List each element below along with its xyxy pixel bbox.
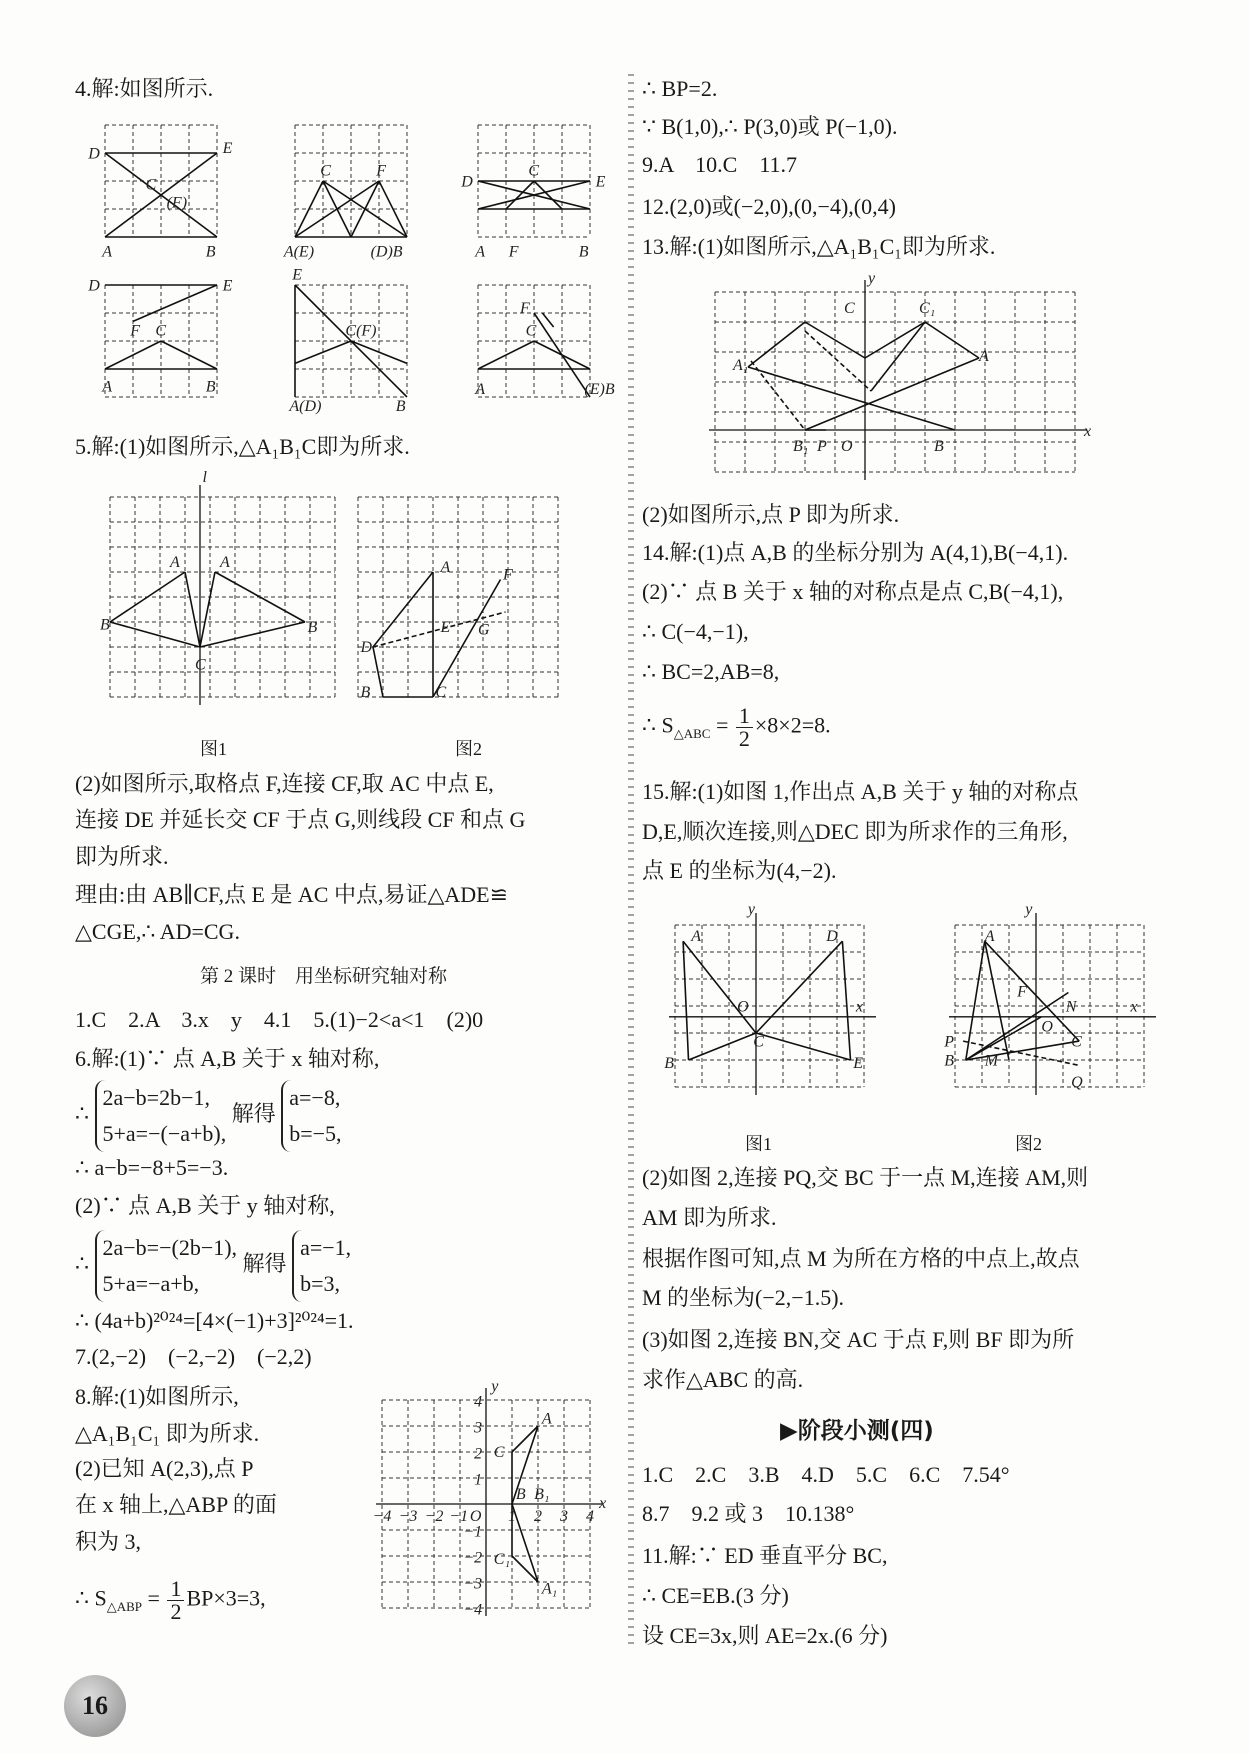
point-label: −3 (463, 1575, 483, 1593)
formula-text: = (715, 712, 729, 738)
q15-line2: D,E,顺次连接,则△DEC 即为所求作的三角形, (642, 819, 1068, 844)
point-label: O (1041, 1018, 1053, 1036)
q6-part2: (2)∵ 点 A,B 关于 y 轴对称, (75, 1193, 335, 1218)
segment (842, 941, 850, 1060)
point-label: A (440, 559, 451, 576)
q7-answer: 7.(2,−2) (−2,−2) (−2,2) (75, 1344, 312, 1369)
equation: 5+a=−(−a+b), (102, 1121, 227, 1146)
point-label: F (376, 162, 386, 180)
point-label: C (1071, 1033, 1082, 1051)
solution: b=−5, (289, 1121, 342, 1146)
formula-text: BP×3=3, (186, 1585, 266, 1611)
point-label: B (360, 684, 371, 701)
point-label: B (515, 1485, 526, 1503)
point-label: E (222, 277, 233, 295)
point-label: A(D) (289, 398, 322, 415)
point-label: −3 (398, 1507, 418, 1525)
q6-result1: ∴ a−b=−8+5=−3. (75, 1155, 229, 1180)
point-label: B (205, 378, 216, 396)
q8-area-formula (75, 1578, 266, 1623)
figure-q8 (372, 1377, 607, 1619)
point-label: F (130, 322, 140, 340)
point-label: B (934, 438, 944, 455)
point-label: E (222, 140, 233, 157)
point-label: 2 (534, 1507, 542, 1525)
solve-label: 解得 (242, 1251, 287, 1277)
q8-line1: 8.解:(1)如图所示, (75, 1384, 239, 1409)
point-label: E (440, 619, 451, 636)
solution-system (292, 1230, 351, 1302)
point-label: −1 (449, 1507, 469, 1525)
point-label: y (747, 901, 756, 919)
point-label: Q (1071, 1074, 1083, 1091)
point-label: C (155, 322, 167, 340)
point-label: A (984, 928, 995, 946)
therefore-sign: ∴ (75, 1101, 89, 1127)
q14-part1: 14.解:(1)点 A,B 的坐标分别为 A(4,1),B(−4,1). (642, 540, 1069, 565)
figure-q13 (715, 270, 1092, 482)
q15-part3-line1: (3)如图 2,连接 BN,交 AC 于点 F,则 BF 即为所 (642, 1327, 1075, 1352)
point-label: C (493, 1444, 505, 1462)
segment (689, 1033, 757, 1060)
point-label: N (1065, 998, 1077, 1016)
segment (215, 572, 305, 622)
point-label: (D)B (370, 243, 403, 261)
point-label: C (525, 322, 537, 340)
equation: 2a−b=2b−1, (102, 1085, 210, 1110)
formula-text: ×8×2=8. (754, 712, 831, 738)
q8-line2: △A₁B₁C₁ 即为所求. (75, 1421, 260, 1446)
segment (683, 941, 756, 1033)
point-label: 4 (474, 1393, 483, 1411)
section-heading: ▶阶段小测(四) (780, 1418, 934, 1444)
point-label: A (541, 1410, 552, 1428)
q15-line1: 15.解:(1)如图 1,作出点 A,B 关于 y 轴的对称点 (642, 779, 1079, 804)
answers-1-5: 1.C 2.A 3.x y 4.1 5.(1)−2<a<1 (2)0 (75, 1007, 484, 1032)
q13-part2: (2)如图所示,点 P 即为所求. (642, 502, 900, 527)
point-label: B (395, 398, 406, 415)
point-label: A(E) (283, 243, 315, 261)
point-label: (F) (166, 194, 188, 212)
stage-test-answers-1-7: 1.C 2.C 3.B 4.D 5.C 6.C 7.54° (642, 1462, 1010, 1487)
segment (748, 322, 805, 367)
point-label: M (984, 1052, 999, 1070)
figure-q4-b (283, 125, 407, 261)
formula-subscript: △ABP (106, 1598, 143, 1614)
q15-line3: 点 E 的坐标为(4,−2). (642, 858, 837, 883)
point-label: 4 (586, 1507, 594, 1525)
q6-result2: ∴ (4a+b)²⁰²⁴=[4×(−1)+3]²⁰²⁴=1. (75, 1308, 354, 1333)
point-label: G (478, 621, 490, 639)
solution: a=−1, (300, 1235, 352, 1260)
point-label: A (102, 378, 112, 396)
q6-system2 (75, 1230, 351, 1302)
stage-test-answers-8-10: 8.7 9.2 或 3 10.138° (642, 1501, 855, 1526)
point-label: B (205, 243, 216, 261)
point-label: A (979, 348, 989, 365)
segment (185, 572, 200, 647)
point-label: A (475, 381, 485, 399)
point-label: 1 (508, 1507, 516, 1525)
segment (966, 941, 985, 1060)
equation-system (95, 1230, 238, 1302)
point-label: C (435, 684, 447, 701)
figure-q5-1 (100, 469, 350, 717)
point-label: (E)B (584, 381, 615, 399)
point-label: O (841, 438, 853, 455)
point-label: A₁ (541, 1580, 558, 1598)
point-label: B (664, 1055, 674, 1073)
point-label: O (469, 1507, 482, 1525)
segment (751, 361, 805, 430)
q14-line3: ∴ C(−4,−1), (642, 619, 749, 644)
point-label: x (1084, 423, 1092, 440)
segment (200, 622, 305, 647)
point-label: B (578, 243, 589, 261)
point-label: −1 (463, 1523, 483, 1541)
equation-system (95, 1080, 227, 1152)
point-label: y (868, 270, 876, 287)
point-label: 3 (474, 1419, 483, 1437)
q8-line4: 在 x 轴上,△ABP 的面 (75, 1492, 277, 1517)
point-label: −4 (372, 1507, 392, 1525)
segment (133, 285, 217, 321)
point-label: E (595, 173, 606, 191)
segment (748, 367, 955, 430)
q8-line3: (2)已知 A(2,3),点 P (75, 1456, 254, 1481)
point-label: D (826, 928, 838, 946)
point-label: C (844, 300, 855, 317)
solution-system (281, 1080, 341, 1152)
fraction (167, 1578, 184, 1623)
q15-part2-line2: AM 即为所求. (642, 1205, 777, 1230)
q5-part2-line1: (2)如图所示,取格点 F,连接 CF,取 AC 中点 E, (75, 771, 494, 796)
point-label: C(F) (345, 322, 377, 340)
point-label: P (944, 1033, 954, 1051)
point-label: C₁ (493, 1550, 511, 1568)
stage-test-q11-line2: ∴ CE=EB.(3 分) (642, 1583, 789, 1608)
point-label: −2 (463, 1549, 483, 1567)
point-label: B₁ (534, 1485, 550, 1503)
fig5-caption-1: 图1 (200, 739, 227, 759)
figure-q5-2 (358, 497, 588, 717)
q15-part2-line3: 根据作图可知,点 M 为所在方格的中点上,故点 (642, 1246, 1080, 1271)
point-label: F (508, 243, 519, 261)
q14-area-formula (642, 705, 831, 750)
figure-q15-1 (664, 901, 870, 1105)
r-line2: ∵ B(1,0),∴ P(3,0)或 P(−1,0). (642, 114, 898, 139)
denominator: 2 (170, 1599, 182, 1624)
point-label: E (853, 1055, 863, 1073)
point-label: B₁ (793, 438, 809, 455)
segment (110, 622, 200, 647)
therefore-sign: ∴ (75, 1251, 89, 1277)
q14-part2: (2)∵ 点 B 关于 x 轴的对称点是点 C,B(−4,1), (642, 579, 1064, 604)
fig15-caption-1: 图1 (745, 1134, 772, 1154)
point-label: 2 (474, 1445, 483, 1463)
point-label: A (170, 554, 180, 571)
figure-q15-2 (944, 901, 1150, 1105)
denominator: 2 (738, 726, 750, 751)
figure-q4-d (88, 277, 233, 397)
point-label: D (461, 173, 473, 191)
segment (534, 181, 562, 209)
q6-part1: 6.解:(1)∵ 点 A,B 关于 x 轴对称, (75, 1046, 380, 1071)
answers-9-11: 9.A 10.C 11.7 (642, 152, 798, 177)
figure-q4-e (289, 266, 407, 415)
point-label: D (360, 639, 373, 656)
point-label: x (599, 1494, 607, 1512)
point-label: A (220, 554, 230, 571)
equation: 2a−b=−(2b−1), (102, 1235, 238, 1260)
numerator: 1 (167, 1578, 184, 1601)
q6-system1 (75, 1080, 342, 1152)
point-label: E (292, 266, 302, 284)
point-label: F (503, 566, 513, 584)
segment (542, 313, 553, 327)
fig15-caption-2: 图2 (1015, 1134, 1042, 1154)
q5-part1: 5.解:(1)如图所示,△A₁B₁C即为所求. (75, 434, 410, 459)
equation: 5+a=−a+b, (102, 1271, 200, 1296)
point-label: x (855, 998, 864, 1016)
q8-line5: 积为 3, (75, 1529, 142, 1554)
r-line1: ∴ BP=2. (642, 76, 718, 101)
lesson-title: 第 2 课时 用坐标研究轴对称 (200, 966, 448, 987)
page-number: 16 (64, 1675, 126, 1737)
figure-q4-c (461, 125, 606, 261)
q14-line4: ∴ BC=2,AB=8, (642, 659, 780, 684)
q5-part2-line2: 连接 DE 并延长交 CF 于点 G,则线段 CF 和点 G (75, 807, 526, 832)
q5-part2-line3: 即为所求. (75, 844, 169, 869)
point-label: A (102, 243, 112, 261)
point-label: O (737, 998, 749, 1016)
q5-reason-line1: 理由:由 AB∥CF,点 E 是 AC 中点,易证△ADE≌ (75, 882, 509, 907)
point-label: −4 (463, 1601, 483, 1619)
numerator: 1 (736, 705, 753, 728)
segment (871, 322, 925, 391)
figure-q4-f (475, 285, 615, 399)
solve-label: 解得 (231, 1101, 276, 1127)
point-label: D (88, 145, 100, 163)
q13-part1: 13.解:(1)如图所示,△A₁B₁C₁即为所求. (642, 234, 996, 259)
segment (805, 358, 979, 430)
point-label: C (320, 162, 331, 180)
point-label: F (520, 300, 530, 317)
segment (683, 941, 688, 1060)
q15-part2-line1: (2)如图 2,连接 PQ,交 BC 于一点 M,连接 AM,则 (642, 1165, 1089, 1190)
point-label: B (307, 619, 318, 636)
solution: a=−8, (289, 1085, 341, 1110)
point-label: P (817, 438, 827, 455)
formula-subscript: △ABC (673, 725, 711, 741)
point-label: 3 (560, 1507, 568, 1525)
point-label: C (528, 162, 540, 180)
formula-text: = (147, 1585, 160, 1611)
formula-text: ∴ S (642, 712, 674, 738)
segment (200, 572, 215, 647)
fig5-caption-2: 图2 (455, 739, 482, 759)
point-label: B (944, 1052, 954, 1070)
point-label: D (88, 277, 100, 295)
point-label: A (691, 928, 701, 946)
point-label: C (195, 656, 206, 674)
fraction (736, 705, 753, 750)
point-label: C₁ (919, 300, 936, 317)
segment (756, 1033, 851, 1060)
stage-test-q11-line3: 设 CE=3x,则 AE=2x.(6 分) (642, 1623, 888, 1648)
stage-test-q11-line1: 11.解:∵ ED 垂直平分 BC, (642, 1543, 888, 1568)
segment (506, 181, 534, 209)
point-label: B (100, 616, 110, 634)
segment (373, 572, 433, 647)
column-divider (628, 70, 634, 1650)
point-label: 1 (474, 1471, 483, 1489)
q4-heading: 4.解:如图所示. (75, 76, 214, 101)
segment (966, 993, 1069, 1061)
segment (985, 941, 1079, 1041)
segment (756, 941, 842, 1033)
point-label: y (1025, 901, 1033, 919)
point-label: l (202, 469, 207, 486)
q15-part2-line4: M 的坐标为(−2,−1.5). (642, 1285, 845, 1310)
point-label: x (1130, 998, 1138, 1016)
formula-text: ∴ S (75, 1585, 107, 1611)
point-label: −2 (424, 1507, 444, 1525)
segment (925, 322, 979, 358)
point-label: F (1017, 983, 1027, 1001)
point-label: A₁ (733, 357, 749, 374)
point-label: A (475, 243, 485, 261)
figure-q4-a (88, 125, 233, 261)
answer-12: 12.(2,0)或(−2,0),(0,−4),(0,4) (642, 194, 896, 219)
point-label: y (491, 1377, 499, 1395)
point-label: C (753, 1033, 764, 1051)
point-label: C (145, 176, 157, 194)
q15-part3-line2: 求作△ABC 的高. (642, 1367, 804, 1392)
q5-reason-line2: △CGE,∴ AD=CG. (75, 919, 240, 944)
solution: b=3, (300, 1271, 340, 1296)
